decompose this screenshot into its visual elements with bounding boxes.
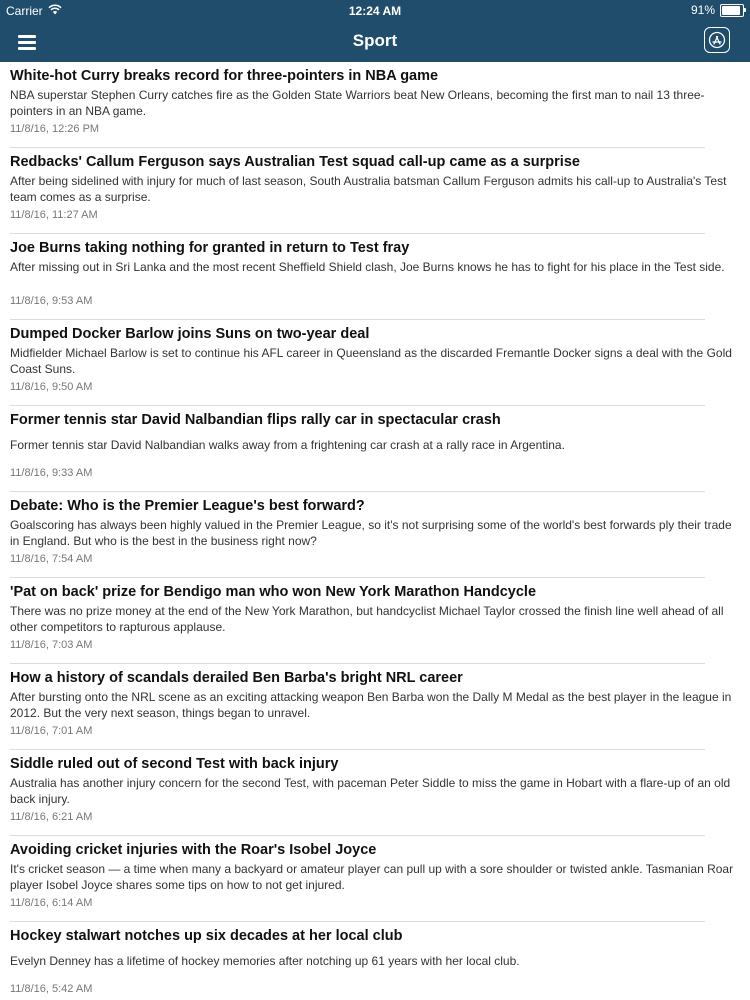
article-summary: After missing out in Sri Lanka and the most recent Sheffield Shield clash, Joe Burns knows he has to fight for his place in the Test side. xyxy=(10,260,725,274)
news-feed[interactable] xyxy=(0,62,750,1000)
article-item[interactable] xyxy=(10,922,740,1000)
article-item[interactable] xyxy=(10,664,740,750)
status-right xyxy=(691,3,744,17)
article-item[interactable] xyxy=(10,62,740,148)
article-item[interactable] xyxy=(10,320,740,406)
app-store-button[interactable] xyxy=(704,27,730,53)
article-date: 11/8/16, 7:01 AM xyxy=(10,725,93,737)
article-date: 11/8/16, 6:14 AM xyxy=(10,897,93,909)
article-item[interactable] xyxy=(10,836,740,922)
carrier-label: Carrier xyxy=(6,4,43,18)
article-summary: Australia has another injury concern for the second Test, with paceman Peter Siddle to miss the game in Hobart with a flare-up of an old back injury. xyxy=(10,776,731,806)
article-headline: Former tennis star David Nalbandian flips rally car in spectacular crash xyxy=(10,412,501,428)
article-date: 11/8/16, 9:33 AM xyxy=(10,467,93,479)
article-headline: White-hot Curry breaks record for three-pointers in NBA game xyxy=(10,68,439,84)
article-summary: After being sidelined with injury for much of last season, South Australia batsman Callum Ferguson admits his call-up to Australia's Test team comes as a surprise. xyxy=(10,174,727,204)
article-headline: Redbacks' Callum Ferguson says Australian Test squad call-up came as a surprise xyxy=(10,154,580,170)
article-item[interactable] xyxy=(10,492,740,578)
article-item[interactable] xyxy=(10,148,740,234)
article-date: 11/8/16, 7:03 AM xyxy=(10,639,93,651)
article-headline: 'Pat on back' prize for Bendigo man who won New York Marathon Handcycle xyxy=(10,584,537,600)
article-summary: NBA superstar Stephen Curry catches fire as the Golden State Warriors beat New Orleans, becoming the first man to nail 13 three-pointers in an NBA game. xyxy=(10,88,705,118)
article-headline: Siddle ruled out of second Test with back injury xyxy=(10,756,339,772)
article-date: 11/8/16, 9:50 AM xyxy=(10,381,93,393)
article-headline: How a history of scandals derailed Ben Barba's bright NRL career xyxy=(10,670,463,686)
article-summary: There was no prize money at the end of the New York Marathon, but handcyclist Michael Taylor crossed the finish line well ahead of all other competitors to rapturous applause. xyxy=(10,604,724,634)
article-summary: Evelyn Denney has a lifetime of hockey memories after notching up 61 years with her local club. xyxy=(10,954,520,968)
page-title: Sport xyxy=(352,31,398,50)
article-date: 11/8/16, 9:53 AM xyxy=(10,295,93,307)
battery-icon xyxy=(720,4,744,17)
article-date: 11/8/16, 5:42 AM xyxy=(10,983,93,995)
article-date: 11/8/16, 6:21 AM xyxy=(10,811,93,823)
article-item[interactable] xyxy=(10,578,740,664)
article-summary: Midfielder Michael Barlow is set to continue his AFL career in Queensland as the discarded Fremantle Docker signs a deal with the Gold Coast Suns. xyxy=(10,346,732,376)
battery-fill xyxy=(722,6,740,15)
article-headline: Dumped Docker Barlow joins Suns on two-year deal xyxy=(10,326,370,342)
article-headline: Avoiding cricket injuries with the Roar's Isobel Joyce xyxy=(10,842,377,858)
article-summary: It's cricket season — a time when many a backyard or amateur player can pull up with a sore shoulder or twisted ankle. Tasmanian Roar player Isobel Joyce shares some tips on how to not get injured. xyxy=(10,862,734,892)
status-bar xyxy=(0,0,750,22)
status-time: 12:24 AM xyxy=(348,4,402,18)
article-summary: Former tennis star David Nalbandian walks away from a frightening car crash at a rally race in Argentina. xyxy=(10,438,565,452)
article-summary: Goalscoring has always been highly valued in the Premier League, so it's not surprising some of the world's best forwards ply their trade in England. But who is the best in the business right now? xyxy=(10,518,732,548)
article-headline: Hockey stalwart notches up six decades at her local club xyxy=(10,928,403,944)
article-summary: After bursting onto the NRL scene as an exciting attacking weapon Ben Barba won the Dally M Medal as the best player in the league in 2012. But the very next season, things began to unravel. xyxy=(10,690,732,720)
article-item[interactable] xyxy=(10,406,740,492)
article-headline: Joe Burns taking nothing for granted in return to Test fray xyxy=(10,240,410,256)
battery-percentage: 91% xyxy=(690,3,715,17)
article-item[interactable] xyxy=(10,750,740,836)
article-date: 11/8/16, 7:54 AM xyxy=(10,553,93,565)
app-store-icon xyxy=(708,31,726,49)
article-date: 11/8/16, 11:27 AM xyxy=(10,209,98,221)
nav-bar xyxy=(0,22,750,62)
article-item[interactable] xyxy=(10,234,740,320)
article-date: 11/8/16, 12:26 PM xyxy=(10,123,100,135)
article-headline: Debate: Who is the Premier League's best forward? xyxy=(10,498,365,514)
